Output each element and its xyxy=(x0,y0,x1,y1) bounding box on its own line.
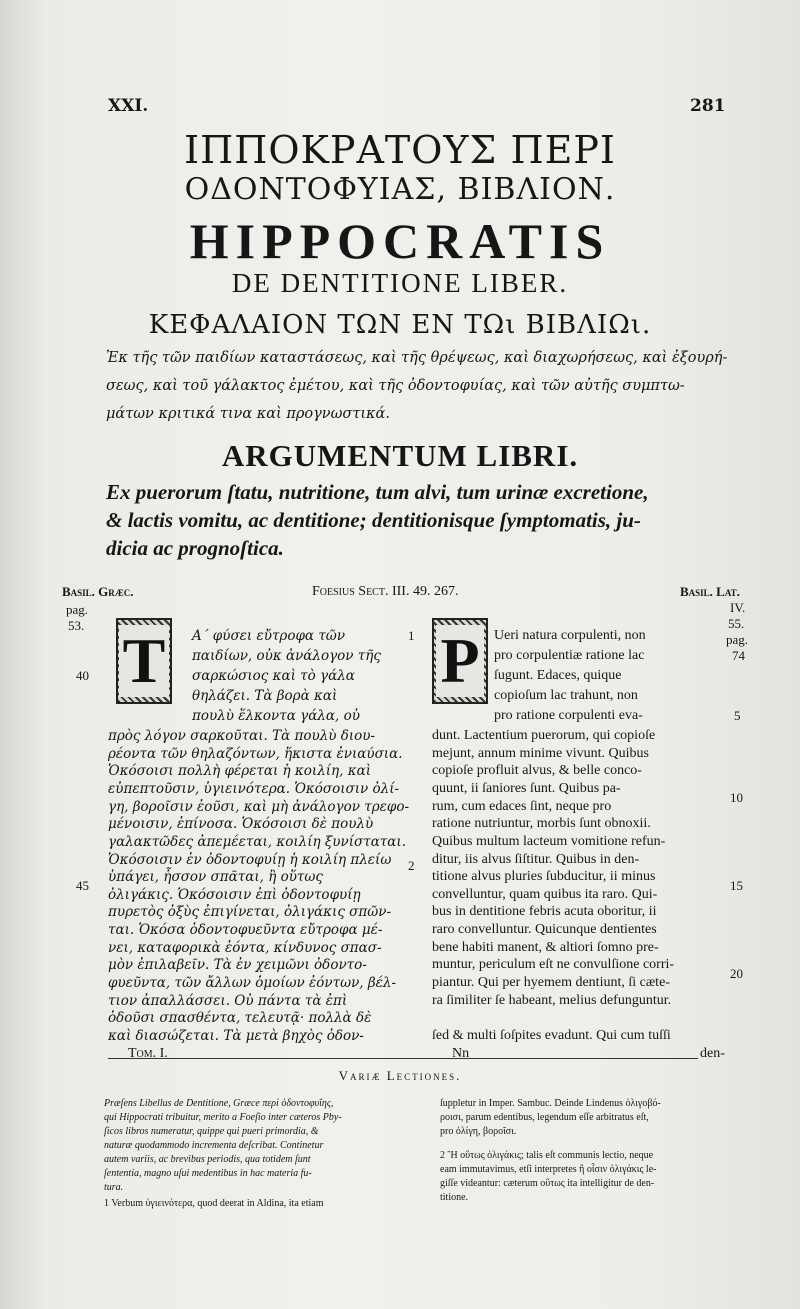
greek-dropcap-letter: T xyxy=(119,625,170,697)
footnote-line: ροισι, parum edentibus, legendum eſſe arbitratus eſt, xyxy=(440,1112,649,1123)
footnote-line: pro ὀλίγη, βοροῖσι. xyxy=(440,1126,517,1137)
footnote-line: 1 Verbum ὑγιεινότερα, quod deerat in Aldina, ita etiam xyxy=(104,1198,324,1209)
basil-lat-volume: IV. xyxy=(730,600,746,615)
greek-pag-label: pag. xyxy=(66,602,89,617)
footnote-line: tura. xyxy=(104,1182,124,1193)
greek-text-line: παιδίων, οὐκ ἀνάλογον τῆς xyxy=(192,648,381,664)
page-number-right: 281 xyxy=(690,96,726,116)
greek-text-line: φυεῦντα, τῶν ἄλλων ὁμοίων ἐόντων, βέλ- xyxy=(108,975,397,991)
basil-graec-label: Basil. Græc. xyxy=(62,584,134,599)
signature-mark: Nn xyxy=(452,1046,470,1061)
margin-number: 20 xyxy=(730,966,743,981)
latin-text-line: Ueri natura corpulenti, non xyxy=(494,628,646,643)
greek-text-line: ται. Ὁκόσα ὀδοντοφυεῦντα εὔτροφα μέ- xyxy=(108,922,383,938)
latin-text-line: convelluntur, quam quibus ita raro. Qui- xyxy=(432,887,658,902)
latin-text-line: copioſe profluit alvus, & belle conco- xyxy=(432,763,642,778)
latin-text-line: pro corpulentiæ ratione lac xyxy=(494,648,645,663)
foesius-reference: Foesius Sect. III. 49. 267. xyxy=(312,584,459,599)
basil-lat-page: 55. xyxy=(728,616,745,631)
greek-chapter-heading: ΚΕΦΑΛΑΙΟΝ ΤΩΝ ΕΝ ΤΩι ΒΙΒΛΙΩι. xyxy=(148,310,652,340)
latin-dropcap xyxy=(432,618,488,704)
latin-text-line: copioſum lac trahunt, non xyxy=(494,688,638,703)
argument-heading: ARGUMENTUM LIBRI. xyxy=(221,438,579,473)
latin-text-line: bene habiti manent, & altiori ſomno pre- xyxy=(432,940,659,955)
greek-text-line: σαρκώσιος καὶ τὸ γάλα xyxy=(192,668,355,684)
latin-dropcap-letter: P xyxy=(436,625,483,697)
basil-lat-label: Basil. Lat. xyxy=(680,584,740,599)
footnote-divider xyxy=(108,1058,698,1059)
latin-text-line: pro ratione corpulenti eva- xyxy=(494,708,643,723)
margin-number: 5 xyxy=(734,708,741,723)
footnote-line: 2 Ἢ οὕτως ὀλιγάκις; talis eſt communis lectio, neque xyxy=(440,1150,654,1161)
margin-number: 40 xyxy=(76,668,89,683)
greek-dropcap xyxy=(116,618,172,704)
latin-summary-line: dicia ac prognoſtica. xyxy=(106,536,284,560)
greek-text-line: καὶ διασώζεται. Τὰ μετὰ βηχὸς ὀδον- xyxy=(108,1028,364,1044)
margin-number: 1 xyxy=(408,628,415,643)
greek-text-line: νει, καταφορικὰ ἐόντα, κίνδυνος σπασ- xyxy=(108,940,382,956)
greek-text-line: ὀλιγάκις. Ὁκόσοισιν ἐπὶ ὀδοντοφυίῃ xyxy=(108,887,361,903)
footnote-line: giſſe videantur: cæterum οὕτως ita intelligitur de den- xyxy=(440,1178,655,1189)
latin-text-line: mejunt, annum minime vivunt. Quibus xyxy=(432,746,649,761)
greek-text-line: εὐπεπτοῦσιν, ὑγιεινότερα. Ὁκόσοισιν ὀλί- xyxy=(108,781,400,797)
latin-title-line-2: DE DENTITIONE LIBER. xyxy=(231,268,569,298)
latin-text-line: Quibus multum lacteum vomitione refun- xyxy=(432,834,666,849)
lat-pag-label: pag. xyxy=(726,632,749,647)
latin-text-line: ſed & multi ſoſpites evadunt. Qui cum tuſſi xyxy=(432,1028,671,1043)
footnote-line: autem variis, ac brevibus periodis, qua totidem ſunt xyxy=(104,1154,311,1165)
latin-title-line-1: HIPPOCRATIS xyxy=(189,213,611,269)
latin-text-line: raro convelluntur. Quicunque dentientes xyxy=(432,922,657,937)
greek-text-line: γη, βοροῖσιν ἐοῦσι, καὶ μὴ ἀνάλογον τρεφο- xyxy=(108,799,410,815)
greek-text-line: θηλάζει. Τὰ βορὰ καὶ xyxy=(192,688,338,704)
greek-text-line: γαλακτῶδες ἀπεμέεται, κοιλίη ξυνίσταται. xyxy=(108,834,406,850)
footnote-line: titione. xyxy=(440,1192,469,1203)
latin-text-line: dunt. Lactentium puerorum, qui copioſe xyxy=(432,728,656,743)
latin-summary-line: Ex puerorum ſtatu, nutritione, tum alvi, tum urinæ excretione, xyxy=(106,480,649,504)
footnote-line: ſuppletur in Imper. Sambuc. Deinde Lindenus ὀλιγοβό- xyxy=(440,1098,661,1109)
greek-summary-line: σεως, καὶ τοῦ γάλακτος ἐμέτου, καὶ τῆς ὀδοντοφυίας, καὶ τῶν αὐτῆς συμπτω- xyxy=(106,378,685,394)
greek-text-line: μὸν ἐπιλαβεῖν. Τὰ ἐν χειμῶνι ὀδοντο- xyxy=(108,957,367,973)
footnote-line: ſententia, magno uſui medentibus in hac materia fu- xyxy=(104,1168,312,1179)
greek-text-line: ὑπάγει, ἧσσον σπᾶται, ἢ οὕτως xyxy=(108,869,323,885)
latin-text-line: ſugunt. Edaces, quique xyxy=(494,668,622,683)
margin-number: 2 xyxy=(408,858,415,873)
greek-summary-line: μάτων κριτικά τινα καὶ προγνωστικά. xyxy=(106,406,390,422)
greek-pag-number: 53. xyxy=(68,618,85,633)
latin-text-line: ditur, iis alvus ſiſtitur. Quibus in den- xyxy=(432,852,640,867)
greek-text-line: πυρετὸς ὀξὺς ἐπιγίνεται, ὀλιγάκις σπῶν- xyxy=(108,904,392,920)
margin-number: 45 xyxy=(76,878,89,893)
margin-number: 15 xyxy=(730,878,743,893)
greek-title-line-2: ΟΔΟΝΤΟΦΥΙΑΣ, ΒΙΒΛΙΟΝ. xyxy=(184,172,616,207)
latin-text-line: rum, cum edaces ſint, neque pro xyxy=(432,799,612,814)
greek-text-line: τιον ἀπαλλάσσει. Οὐ πάντα τὰ ἐπὶ xyxy=(108,993,348,1009)
latin-text-line: muntur, periculum eſt ne convulſione corri- xyxy=(432,957,675,972)
greek-text-line: πρὸς λόγον σαρκοῦται. Τὰ πουλὺ διου- xyxy=(108,728,376,744)
latin-text-line: piantur. Qui per hyemem dentiunt, ſi cæte- xyxy=(432,975,670,990)
footnote-heading: Variæ Lectiones. xyxy=(338,1068,462,1083)
tome-label: Tom. I. xyxy=(128,1046,168,1061)
latin-text-line: quunt, ii ſaniores ſunt. Quibus pa- xyxy=(432,781,621,796)
greek-text-line: μένοισιν, ἐπίνοσα. Ὁκόσοισι δὲ πουλὺ xyxy=(108,816,374,832)
latin-text-line: titione alvus pluries ſubducitur, ii minus xyxy=(432,869,656,884)
latin-summary-line: & lactis vomitu, ac dentitione; dentitionisque ſymptomatis, ju- xyxy=(106,508,641,532)
greek-text-line: ρέοντα τῶν θηλαζόντων, ἥκιστα ἐνιαύσια. xyxy=(108,746,403,762)
greek-text-line: πουλὺ ἕλκοντα γάλα, οὐ xyxy=(192,708,360,724)
footnote-line: qui Hippocrati tribuitur, merito a Foeſio inter cæteros Pby- xyxy=(104,1112,342,1123)
greek-text-line: ὀδοῦσι σπασθέντα, τελευτᾷ· πολλὰ δὲ xyxy=(108,1010,372,1026)
catchword: den- xyxy=(700,1046,725,1061)
margin-number: 10 xyxy=(730,790,743,805)
footnote-line: naturæ quodammodo incrementa deſcribat. Continetur xyxy=(104,1140,324,1151)
latin-text-line: ra ſimiliter ſe habeant, melius defunguntur. xyxy=(432,993,672,1008)
greek-text-line: Ὁκόσοισι πολλὴ φέρεται ἡ κοιλίη, καὶ xyxy=(108,763,371,779)
lat-pag-number: 74 xyxy=(732,648,745,663)
footnote-line: eam immutavimus, etſi interpretes ἢ οἷσιν ὀλιγάκις le- xyxy=(440,1164,657,1175)
footnote-line: ſicos libros numeratur, quippe qui pueri primordia, & xyxy=(104,1126,319,1137)
latin-text-line: bus in dentitione febris acuta oboritur, ii xyxy=(432,904,657,919)
greek-title-line-1: ΙΠΠΟΚΡΑΤΟΥΣ ΠΕΡΙ xyxy=(184,128,616,172)
greek-summary-line: Ἐκ τῆς τῶν παιδίων καταστάσεως, καὶ τῆς θρέψεως, καὶ διαχωρήσεως, καὶ ἐξουρή- xyxy=(106,350,728,366)
page-number-left: XXI. xyxy=(108,96,149,116)
footnote-line: Præſens Libellus de Dentitione, Græce περὶ ὀδοντοφυΐης, xyxy=(104,1098,334,1109)
greek-text-line: Α΄ φύσει εὔτροφα τῶν xyxy=(192,628,346,644)
greek-text-line: Ὁκόσοισιν ἐν ὀδοντοφυίῃ ἡ κοιλίη πλείω xyxy=(108,852,392,868)
latin-text-line: ratione nutriuntur, morbis ſunt obnoxii. xyxy=(432,816,651,831)
